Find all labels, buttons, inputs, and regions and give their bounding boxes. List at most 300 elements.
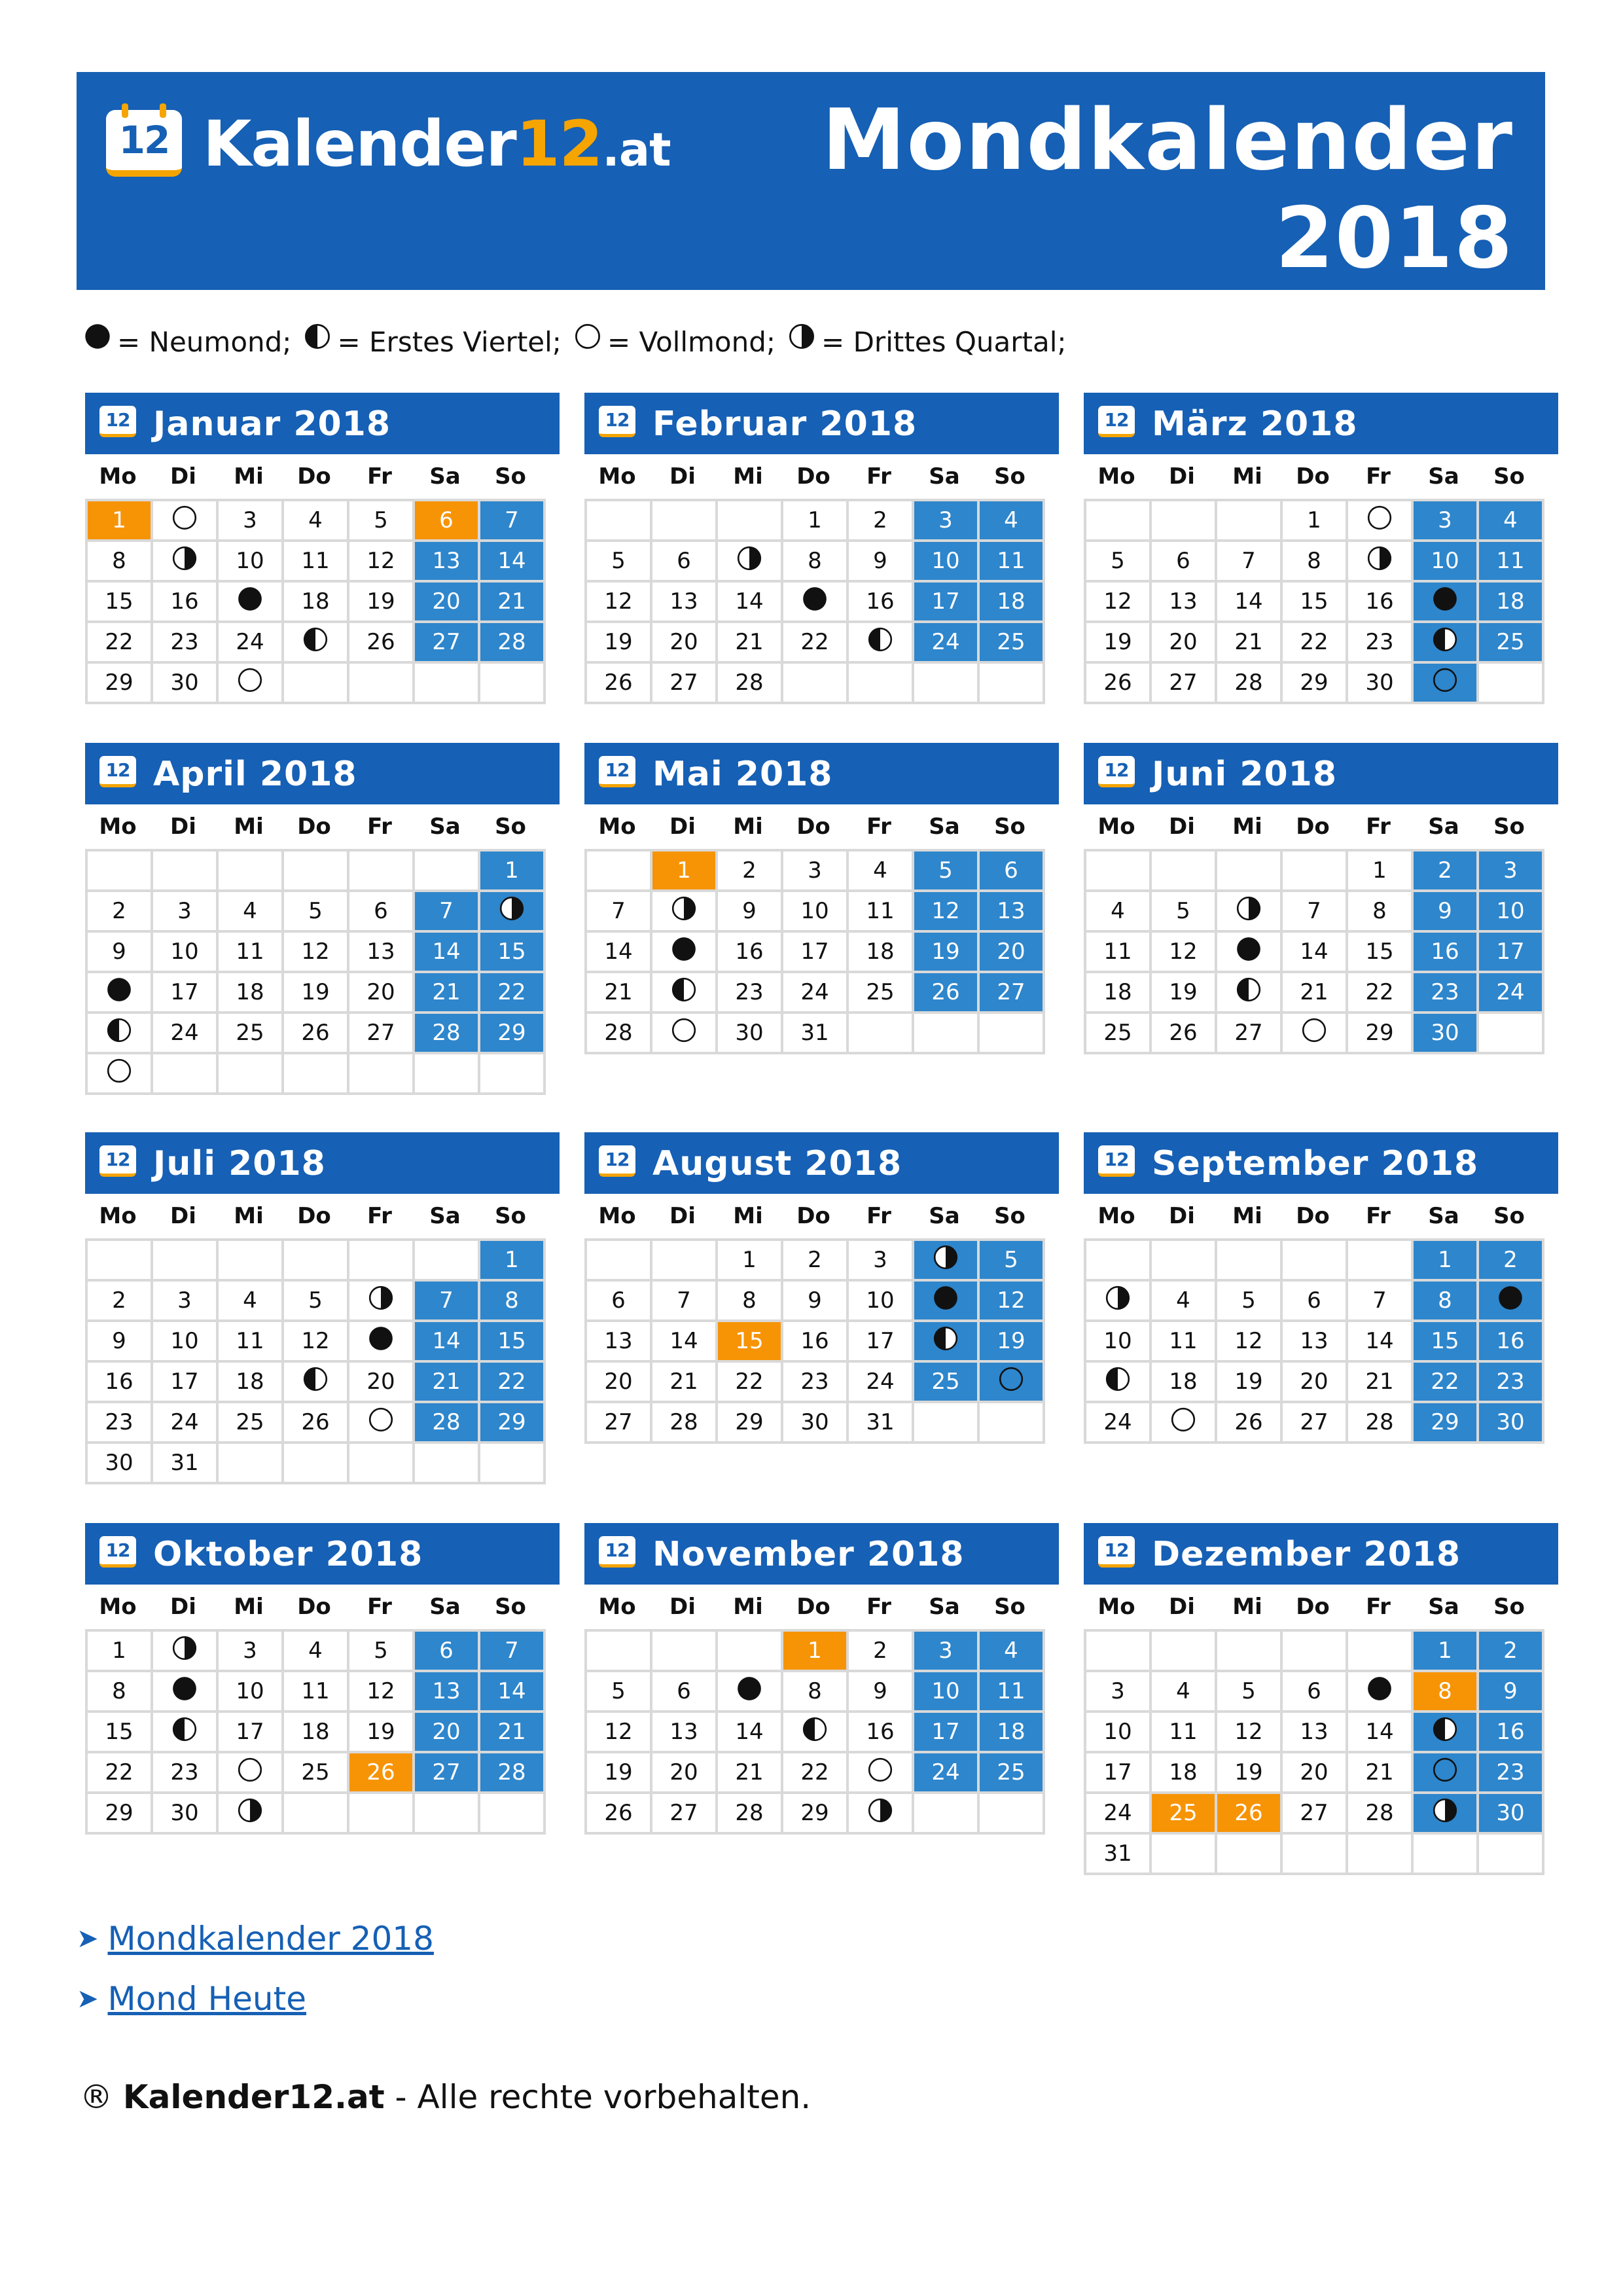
day-cell[interactable] [783,1632,849,1672]
day-cell[interactable] [88,1322,153,1363]
day-cell[interactable] [1283,933,1348,973]
day-cell[interactable] [849,1794,914,1835]
day-cell[interactable] [914,1282,980,1322]
day-cell[interactable] [783,1713,849,1753]
day-cell[interactable] [1414,933,1479,973]
day-cell[interactable] [88,542,153,583]
day-cell[interactable] [980,1363,1045,1403]
day-cell[interactable] [1217,1672,1283,1713]
day-cell[interactable] [718,1363,783,1403]
day-cell[interactable] [480,933,546,973]
day-cell[interactable] [1217,1794,1283,1835]
day-cell[interactable] [718,852,783,892]
day-cell[interactable] [415,933,480,973]
day-cell[interactable] [1479,933,1544,973]
day-cell[interactable] [849,1672,914,1713]
day-cell[interactable] [587,623,652,664]
day-cell[interactable] [783,892,849,933]
day-cell[interactable] [1283,1014,1348,1054]
day-cell[interactable] [718,1713,783,1753]
day-cell[interactable] [480,1403,546,1444]
day-cell[interactable] [284,1363,349,1403]
day-cell[interactable] [480,1014,546,1054]
day-cell[interactable] [1217,1753,1283,1794]
day-cell[interactable] [652,852,718,892]
day-cell[interactable] [1479,1794,1544,1835]
day-cell[interactable] [980,623,1045,664]
day-cell[interactable] [1217,1403,1283,1444]
day-cell[interactable] [1086,973,1152,1014]
day-cell[interactable] [219,623,284,664]
day-cell[interactable] [219,664,284,704]
day-cell[interactable] [980,1241,1045,1282]
day-cell[interactable] [153,892,219,933]
day-cell[interactable] [480,1322,546,1363]
day-cell[interactable] [153,933,219,973]
day-cell[interactable] [88,1794,153,1835]
day-cell[interactable] [88,973,153,1014]
day-cell[interactable] [587,664,652,704]
day-cell[interactable] [349,973,415,1014]
day-cell[interactable] [849,852,914,892]
day-cell[interactable] [153,1322,219,1363]
day-cell[interactable] [480,1713,546,1753]
day-cell[interactable] [914,1632,980,1672]
day-cell[interactable] [88,1713,153,1753]
day-cell[interactable] [1283,542,1348,583]
day-cell[interactable] [718,973,783,1014]
day-cell[interactable] [587,542,652,583]
day-cell[interactable] [284,1282,349,1322]
day-cell[interactable] [219,973,284,1014]
day-cell[interactable] [1348,501,1414,542]
day-cell[interactable] [1283,501,1348,542]
day-cell[interactable] [980,501,1045,542]
day-cell[interactable] [153,1282,219,1322]
day-cell[interactable] [88,1632,153,1672]
day-cell[interactable] [980,1632,1045,1672]
day-cell[interactable] [349,1282,415,1322]
day-cell[interactable] [1479,1713,1544,1753]
day-cell[interactable] [914,892,980,933]
day-cell[interactable] [849,1282,914,1322]
day-cell[interactable] [1479,1403,1544,1444]
day-cell[interactable] [1217,933,1283,973]
day-cell[interactable] [349,542,415,583]
day-cell[interactable] [1283,583,1348,623]
day-cell[interactable] [1152,1713,1217,1753]
day-cell[interactable] [587,1753,652,1794]
day-cell[interactable] [1217,1713,1283,1753]
day-cell[interactable] [1086,583,1152,623]
day-cell[interactable] [980,933,1045,973]
day-cell[interactable] [1348,1363,1414,1403]
day-cell[interactable] [1086,1672,1152,1713]
day-cell[interactable] [1414,973,1479,1014]
day-cell[interactable] [1479,542,1544,583]
day-cell[interactable] [1479,623,1544,664]
day-cell[interactable] [718,583,783,623]
day-cell[interactable] [718,1014,783,1054]
day-cell[interactable] [1348,852,1414,892]
day-cell[interactable] [587,1794,652,1835]
day-cell[interactable] [849,1241,914,1282]
day-cell[interactable] [284,1014,349,1054]
day-cell[interactable] [783,1753,849,1794]
day-cell[interactable] [349,1672,415,1713]
day-cell[interactable] [587,583,652,623]
day-cell[interactable] [980,542,1045,583]
day-cell[interactable] [1152,933,1217,973]
day-cell[interactable] [88,501,153,542]
day-cell[interactable] [480,973,546,1014]
day-cell[interactable] [783,1014,849,1054]
day-cell[interactable] [88,1014,153,1054]
day-cell[interactable] [1217,1282,1283,1322]
day-cell[interactable] [219,1282,284,1322]
day-cell[interactable] [1217,542,1283,583]
day-cell[interactable] [88,1672,153,1713]
day-cell[interactable] [783,583,849,623]
day-cell[interactable] [1348,623,1414,664]
day-cell[interactable] [219,583,284,623]
day-cell[interactable] [914,1322,980,1363]
day-cell[interactable] [783,1241,849,1282]
day-cell[interactable] [1348,542,1414,583]
day-cell[interactable] [1152,1322,1217,1363]
day-cell[interactable] [1414,664,1479,704]
day-cell[interactable] [1086,1835,1152,1875]
day-cell[interactable] [652,1282,718,1322]
day-cell[interactable] [88,1054,153,1095]
day-cell[interactable] [88,583,153,623]
day-cell[interactable] [980,1713,1045,1753]
day-cell[interactable] [1348,973,1414,1014]
site-logo[interactable] [203,107,671,181]
day-cell[interactable] [219,1632,284,1672]
day-cell[interactable] [153,542,219,583]
day-cell[interactable] [849,583,914,623]
day-cell[interactable] [849,1403,914,1444]
day-cell[interactable] [219,1713,284,1753]
day-cell[interactable] [1348,1282,1414,1322]
day-cell[interactable] [783,852,849,892]
day-cell[interactable] [480,623,546,664]
day-cell[interactable] [415,542,480,583]
day-cell[interactable] [219,892,284,933]
day-cell[interactable] [415,1282,480,1322]
day-cell[interactable] [718,933,783,973]
day-cell[interactable] [1414,1014,1479,1054]
day-cell[interactable] [783,1672,849,1713]
day-cell[interactable] [587,1363,652,1403]
day-cell[interactable] [153,1713,219,1753]
day-cell[interactable] [153,1444,219,1484]
day-cell[interactable] [783,973,849,1014]
day-cell[interactable] [153,1672,219,1713]
day-cell[interactable] [349,501,415,542]
day-cell[interactable] [153,583,219,623]
day-cell[interactable] [1283,1322,1348,1363]
day-cell[interactable] [652,1322,718,1363]
day-cell[interactable] [1479,501,1544,542]
day-cell[interactable] [1414,852,1479,892]
day-cell[interactable] [284,933,349,973]
day-cell[interactable] [480,1672,546,1713]
day-cell[interactable] [284,623,349,664]
day-cell[interactable] [480,501,546,542]
day-cell[interactable] [1217,1014,1283,1054]
day-cell[interactable] [1348,892,1414,933]
day-cell[interactable] [1152,1672,1217,1713]
day-cell[interactable] [1414,1241,1479,1282]
day-cell[interactable] [1086,542,1152,583]
day-cell[interactable] [1479,973,1544,1014]
day-cell[interactable] [652,1794,718,1835]
day-cell[interactable] [1152,583,1217,623]
day-cell[interactable] [783,1363,849,1403]
day-cell[interactable] [480,852,546,892]
day-cell[interactable] [284,892,349,933]
day-cell[interactable] [480,1632,546,1672]
day-cell[interactable] [415,1672,480,1713]
day-cell[interactable] [1086,1753,1152,1794]
day-cell[interactable] [88,1753,153,1794]
day-cell[interactable] [153,1753,219,1794]
day-cell[interactable] [349,1713,415,1753]
day-cell[interactable] [349,623,415,664]
day-cell[interactable] [783,933,849,973]
day-cell[interactable] [480,583,546,623]
day-cell[interactable] [849,933,914,973]
day-cell[interactable] [718,1794,783,1835]
day-cell[interactable] [1217,664,1283,704]
day-cell[interactable] [480,542,546,583]
day-cell[interactable] [849,1632,914,1672]
day-cell[interactable] [1479,852,1544,892]
day-cell[interactable] [718,1282,783,1322]
day-cell[interactable] [849,501,914,542]
day-cell[interactable] [980,1753,1045,1794]
day-cell[interactable] [1283,892,1348,933]
day-cell[interactable] [783,1403,849,1444]
day-cell[interactable] [1414,542,1479,583]
day-cell[interactable] [284,1672,349,1713]
day-cell[interactable] [980,973,1045,1014]
day-cell[interactable] [284,1713,349,1753]
day-cell[interactable] [1348,1322,1414,1363]
day-cell[interactable] [219,1014,284,1054]
day-cell[interactable] [652,933,718,973]
day-cell[interactable] [1348,933,1414,973]
day-cell[interactable] [1348,1672,1414,1713]
day-cell[interactable] [1479,892,1544,933]
day-cell[interactable] [1479,1322,1544,1363]
day-cell[interactable] [1414,501,1479,542]
day-cell[interactable] [914,1672,980,1713]
day-cell[interactable] [1283,1713,1348,1753]
day-cell[interactable] [284,583,349,623]
day-cell[interactable] [349,583,415,623]
day-cell[interactable] [349,1403,415,1444]
day-cell[interactable] [783,1794,849,1835]
day-cell[interactable] [914,583,980,623]
day-cell[interactable] [914,973,980,1014]
day-cell[interactable] [1086,1713,1152,1753]
day-cell[interactable] [652,1672,718,1713]
day-cell[interactable] [587,1713,652,1753]
day-cell[interactable] [1086,1794,1152,1835]
day-cell[interactable] [849,973,914,1014]
day-cell[interactable] [88,892,153,933]
day-cell[interactable] [1152,892,1217,933]
day-cell[interactable] [1086,933,1152,973]
day-cell[interactable] [587,1014,652,1054]
link-mondkalender[interactable]: Mondkalender 2018 [107,1920,434,1958]
day-cell[interactable] [1086,623,1152,664]
day-cell[interactable] [1217,583,1283,623]
day-cell[interactable] [219,1403,284,1444]
day-cell[interactable] [980,583,1045,623]
day-cell[interactable] [1479,1241,1544,1282]
day-cell[interactable] [1152,1363,1217,1403]
day-cell[interactable] [1414,1282,1479,1322]
day-cell[interactable] [587,1672,652,1713]
day-cell[interactable] [219,1322,284,1363]
day-cell[interactable] [1479,1363,1544,1403]
day-cell[interactable] [153,501,219,542]
day-cell[interactable] [1217,623,1283,664]
day-cell[interactable] [1283,973,1348,1014]
day-cell[interactable] [849,892,914,933]
day-cell[interactable] [1217,1363,1283,1403]
day-cell[interactable] [652,1014,718,1054]
day-cell[interactable] [88,623,153,664]
day-cell[interactable] [849,542,914,583]
day-cell[interactable] [1152,623,1217,664]
day-cell[interactable] [480,1241,546,1282]
day-cell[interactable] [1283,1672,1348,1713]
day-cell[interactable] [349,1753,415,1794]
day-cell[interactable] [1152,1282,1217,1322]
day-cell[interactable] [849,623,914,664]
day-cell[interactable] [1414,1794,1479,1835]
day-cell[interactable] [153,623,219,664]
day-cell[interactable] [718,1322,783,1363]
day-cell[interactable] [1283,1282,1348,1322]
day-cell[interactable] [153,1363,219,1403]
day-cell[interactable] [1414,1672,1479,1713]
day-cell[interactable] [718,1241,783,1282]
day-cell[interactable] [1152,664,1217,704]
day-cell[interactable] [284,542,349,583]
day-cell[interactable] [1414,892,1479,933]
day-cell[interactable] [1283,623,1348,664]
day-cell[interactable] [219,1672,284,1713]
day-cell[interactable] [349,933,415,973]
day-cell[interactable] [587,1322,652,1363]
day-cell[interactable] [587,1282,652,1322]
day-cell[interactable] [284,973,349,1014]
day-cell[interactable] [1479,583,1544,623]
day-cell[interactable] [980,1672,1045,1713]
day-cell[interactable] [480,1363,546,1403]
day-cell[interactable] [415,623,480,664]
day-cell[interactable] [914,1363,980,1403]
day-cell[interactable] [88,664,153,704]
day-cell[interactable] [349,1014,415,1054]
day-cell[interactable] [415,973,480,1014]
day-cell[interactable] [480,1282,546,1322]
day-cell[interactable] [153,1794,219,1835]
day-cell[interactable] [718,542,783,583]
day-cell[interactable] [284,1322,349,1363]
day-cell[interactable] [587,1403,652,1444]
day-cell[interactable] [1348,1753,1414,1794]
day-cell[interactable] [652,1713,718,1753]
day-cell[interactable] [415,1713,480,1753]
day-cell[interactable] [783,542,849,583]
day-cell[interactable] [1283,1794,1348,1835]
day-cell[interactable] [88,1403,153,1444]
day-cell[interactable] [914,501,980,542]
day-cell[interactable] [1348,1713,1414,1753]
day-cell[interactable] [415,1403,480,1444]
day-cell[interactable] [652,583,718,623]
day-cell[interactable] [980,1322,1045,1363]
day-cell[interactable] [718,664,783,704]
day-cell[interactable] [480,1753,546,1794]
day-cell[interactable] [652,1753,718,1794]
day-cell[interactable] [652,664,718,704]
day-cell[interactable] [1086,1014,1152,1054]
day-cell[interactable] [219,1363,284,1403]
day-cell[interactable] [652,1403,718,1444]
day-cell[interactable] [415,1363,480,1403]
day-cell[interactable] [1152,1794,1217,1835]
day-cell[interactable] [415,501,480,542]
day-cell[interactable] [1217,892,1283,933]
day-cell[interactable] [652,892,718,933]
day-cell[interactable] [349,1632,415,1672]
day-cell[interactable] [1152,1014,1217,1054]
day-cell[interactable] [1152,1753,1217,1794]
day-cell[interactable] [783,1322,849,1363]
day-cell[interactable] [1414,1403,1479,1444]
day-cell[interactable] [1217,973,1283,1014]
day-cell[interactable] [284,1632,349,1672]
day-cell[interactable] [1414,1322,1479,1363]
day-cell[interactable] [480,892,546,933]
day-cell[interactable] [587,933,652,973]
day-cell[interactable] [1086,664,1152,704]
day-cell[interactable] [783,501,849,542]
day-cell[interactable] [415,583,480,623]
day-cell[interactable] [1348,583,1414,623]
day-cell[interactable] [718,1403,783,1444]
day-cell[interactable] [284,501,349,542]
day-cell[interactable] [219,542,284,583]
day-cell[interactable] [219,1794,284,1835]
day-cell[interactable] [718,1672,783,1713]
day-cell[interactable] [1086,1403,1152,1444]
day-cell[interactable] [1414,1753,1479,1794]
day-cell[interactable] [1086,892,1152,933]
day-cell[interactable] [652,973,718,1014]
day-cell[interactable] [1479,1753,1544,1794]
day-cell[interactable] [1414,1632,1479,1672]
day-cell[interactable] [1152,1403,1217,1444]
